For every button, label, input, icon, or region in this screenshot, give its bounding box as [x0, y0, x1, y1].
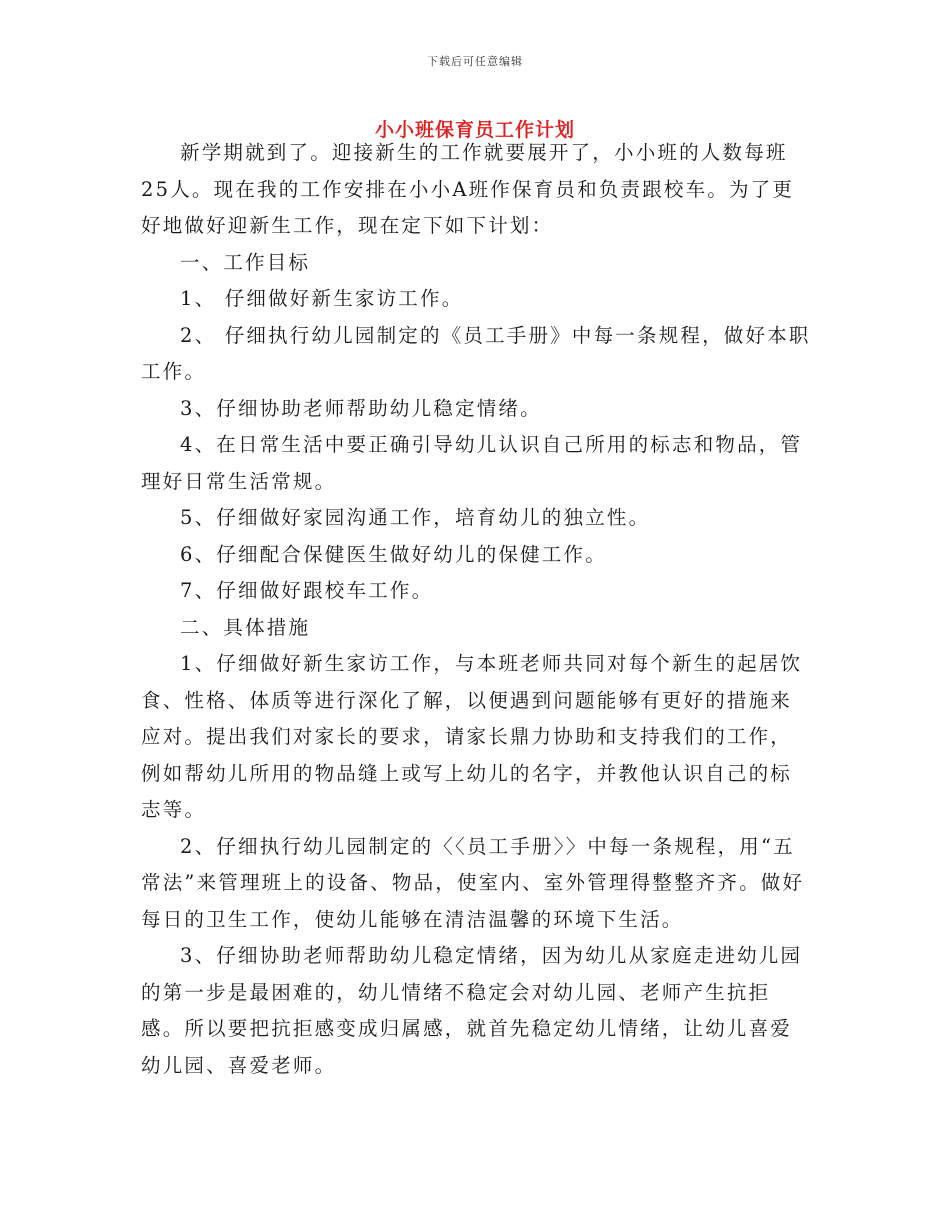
section-heading-goals: 一、工作目标 [180, 250, 311, 274]
document-title: 小小班保育员工作计划 [374, 119, 575, 141]
measure-item-2: 2、仔细执行幼儿园制定的〈〈员工手册〉〉中每一条规程，用“五常法”来管理班上的设备、物品，使室内、室外管理得整整齐齐。做好每日的卫生工作，使幼儿能够在清洁温馨的环境下生活。 [141, 834, 805, 931]
document-body [141, 135, 813, 1084]
goal-item-4: 4、在日常生活中要正确引导幼儿认识自己所用的标志和物品，管理好日常生活常规。 [141, 433, 803, 493]
measure-item-3: 3、仔细协助老师帮助幼儿稳定情绪，因为幼儿从家庭走进幼儿园的第一步是最困难的，幼儿情绪不稳定会对幼儿园、老师产生抗拒感。所以要把抗拒感变成归属感，就首先稳定幼儿情绪，让幼儿喜爱幼儿园、喜爱老师。 [141, 944, 803, 1077]
header-note: 下载后可任意编辑 [427, 55, 523, 68]
goal-item-6: 6、仔细配合保健医生做好幼儿的保健工作。 [180, 542, 607, 566]
goal-item-2: 2、 仔细执行幼儿园制定的《员工手册》中每一条规程，做好本职工作。 [141, 323, 811, 383]
paragraph-intro: 新学期就到了。迎接新生的工作就要展开了，小小班的人数每班25人。现在我的工作安排在小小A班作保育员和负责跟校车。为了更好地做好迎新生工作，现在定下如下计划： [141, 141, 795, 237]
goal-item-7: 7、仔细做好跟校车工作。 [180, 579, 434, 602]
goal-item-3: 3、仔细协助老师帮助幼儿稳定情绪。 [180, 396, 542, 420]
goal-item-5: 5、仔细做好家园沟通工作，培育幼儿的独立性。 [180, 506, 651, 529]
goal-item-1: 1、 仔细做好新生家访工作。 [180, 287, 464, 310]
section-heading-measures: 二、具体措施 [180, 615, 311, 639]
measure-item-1: 1、仔细做好新生家访工作，与本班老师共同对每个新生的起居饮食、性格、体质等进行深化了解，以便遇到问题能够有更好的措施来应对。提出我们对家长的要求，请家长鼎力协助和支持我们的工作，例如帮幼儿所用的物品缝上或写上幼儿的名字，并教他认识自己的标志等。 [141, 652, 803, 821]
